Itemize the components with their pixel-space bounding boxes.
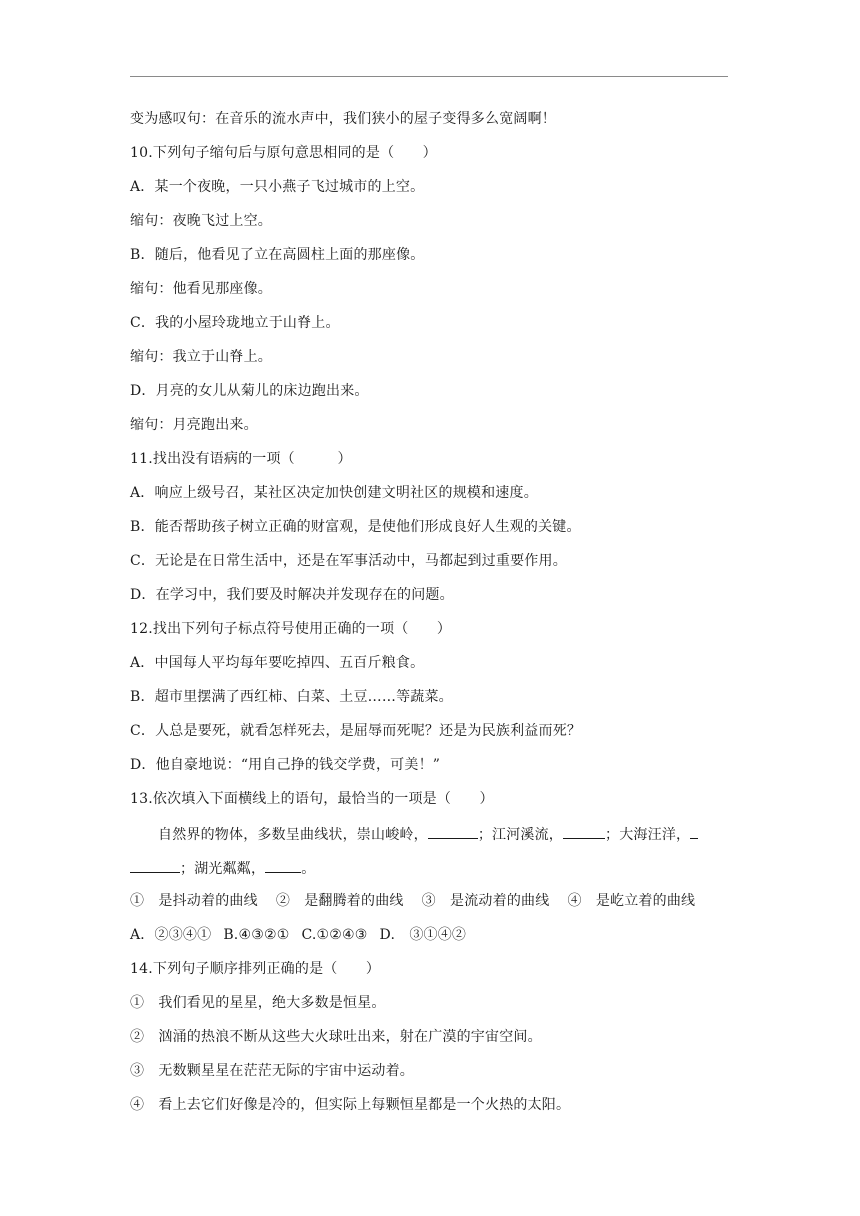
choice-d: D. ③①④② — [379, 927, 467, 943]
text-line: D．在学习中，我们要及时解决并发现存在的问题。 — [130, 587, 454, 603]
option-item: ④ 是屹立着的曲线 — [567, 893, 696, 909]
fill-blank-1 — [428, 824, 478, 839]
question-11-stem: 11.找出没有语病的一项（ ） — [130, 451, 352, 467]
text-line: C．人总是要死，就看怎样死去，是屈辱而死呢？还是为民族利益而死？ — [130, 723, 582, 739]
question-14-stem: 14.下列句子顺序排列正确的是（ ） — [130, 961, 381, 977]
choice-c: C.①②④③ — [301, 927, 368, 943]
text-line: 缩句：月亮跑出来。 — [130, 417, 258, 433]
text-line: B．随后，他看见了立在高圆柱上面的那座像。 — [130, 247, 425, 263]
question-13-options — [130, 892, 730, 910]
text-line: B．超市里摆满了西红柿、白菜、土豆……等蔬菜。 — [130, 689, 453, 705]
choice-a: A．②③④① — [130, 927, 212, 943]
question-13-choices — [130, 926, 730, 944]
text-line: 缩句：夜晚飞过上空。 — [130, 213, 272, 229]
header-rule — [130, 76, 728, 77]
fill-blank-3-end — [130, 858, 180, 873]
passage-text: ；江河溪流， — [477, 827, 564, 843]
text-line: ① 我们看见的星星，绝大多数是恒星。 — [130, 995, 386, 1011]
text-line: ③ 无数颗星星在茫茫无际的宇宙中运动着。 — [130, 1063, 414, 1079]
fill-blank-4 — [265, 858, 301, 873]
text-line: 变为感叹句：在音乐的流水声中，我们狭小的屋子变得多么宽阔啊！ — [130, 111, 556, 127]
choice-b: B.④③②① — [223, 927, 290, 943]
passage-text: ；大海汪洋， — [605, 827, 691, 843]
question-13-passage-line-1 — [130, 824, 730, 842]
question-13-stem: 13.依次填入下面横线上的语句，最恰当的一项是（ ） — [130, 791, 494, 807]
text-line: 缩句：他看见那座像。 — [130, 281, 272, 297]
option-item: ③ 是流动着的曲线 — [421, 893, 550, 909]
passage-text: 自然界的物体，多数呈曲线状，崇山峻岭， — [158, 827, 428, 843]
text-line: B．能否帮助孩子树立正确的财富观，是使他们形成良好人生观的关键。 — [130, 519, 581, 535]
fill-blank-2 — [563, 824, 605, 839]
text-line: A．中国每人平均每年要吃掉四、五百斤粮食。 — [130, 655, 425, 671]
question-12-stem: 12.找出下列句子标点符号使用正确的一项（ ） — [130, 621, 452, 637]
text-line: D．月亮的女儿从菊儿的床边跑出来。 — [130, 383, 369, 399]
passage-text: 。 — [301, 861, 316, 877]
text-line: A．响应上级号召，某社区决定加快创建文明社区的规模和速度。 — [130, 485, 538, 501]
question-13-passage-line-2 — [130, 858, 730, 876]
document-body — [130, 110, 730, 1130]
text-line: A．某一个夜晚，一只小燕子飞过城市的上空。 — [130, 179, 425, 195]
text-line: C．我的小屋玲珑地立于山脊上。 — [130, 315, 340, 331]
text-line: C．无论是在日常生活中，还是在军事活动中，马都起到过重要作用。 — [130, 553, 567, 569]
text-line: ② 汹涌的热浪不断从这些大火球吐出来，射在广漠的宇宙空间。 — [130, 1029, 542, 1045]
text-line: D．他自豪地说：“用自己挣的钱交学费，可美！” — [130, 757, 441, 773]
option-item: ① 是抖动着的曲线 — [130, 893, 258, 909]
fill-blank-3-start — [690, 824, 698, 839]
question-10-stem: 10.下列句子缩句后与原句意思相同的是（ ） — [130, 145, 437, 161]
text-line: ④ 看上去它们好像是冷的，但实际上每颗恒星都是一个火热的太阳。 — [130, 1097, 571, 1113]
text-line: 缩句：我立于山脊上。 — [130, 349, 272, 365]
passage-text: ；湖光粼粼， — [180, 861, 266, 877]
option-item: ② 是翻腾着的曲线 — [275, 893, 404, 909]
